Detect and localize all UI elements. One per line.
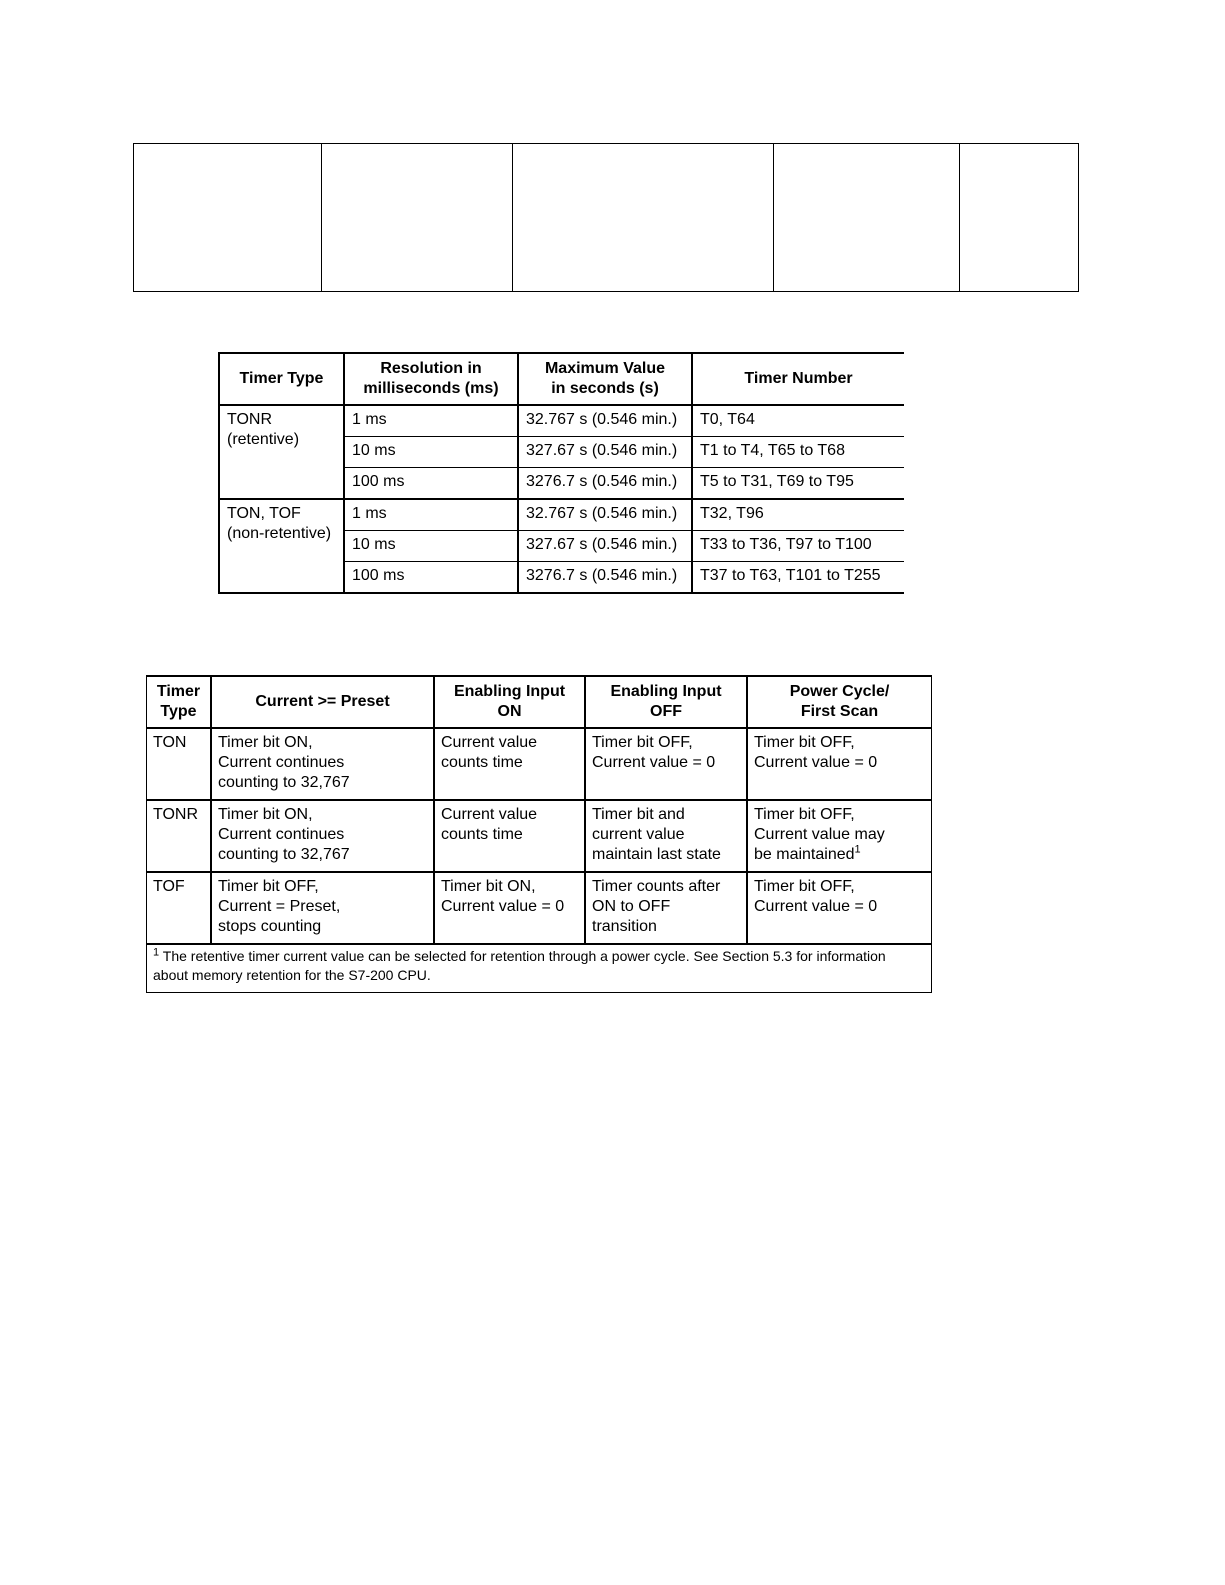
empty-cell (134, 144, 322, 292)
resolution-cell: 100 ms (344, 562, 518, 594)
resolution-cell: 10 ms (344, 437, 518, 468)
table-header-row (219, 353, 904, 405)
enabling-on-cell: Current value counts time (434, 800, 585, 872)
table-header-row (147, 676, 932, 728)
resolution-cell: 100 ms (344, 468, 518, 500)
header-current-preset: Current >= Preset (211, 676, 434, 728)
preset-cell: Timer bit ON, Current continues counting to 32,767 (211, 728, 434, 800)
empty-cell (322, 144, 513, 292)
timer-type-cell: TONR (retentive) (219, 405, 344, 499)
resolution-cell: 1 ms (344, 405, 518, 437)
timer-number-cell: T1 to T4, T65 to T68 (692, 437, 904, 468)
resolution-cell: 10 ms (344, 531, 518, 562)
table-row (219, 499, 904, 531)
timer-type-cell: TON, TOF (non-retentive) (219, 499, 344, 593)
max-value-cell: 327.67 s (0.546 min.) (518, 531, 692, 562)
power-cycle-cell: Timer bit OFF, Current value = 0 (747, 728, 932, 800)
max-value-cell: 327.67 s (0.546 min.) (518, 437, 692, 468)
max-value-cell: 32.767 s (0.546 min.) (518, 499, 692, 531)
timer-number-cell: T33 to T36, T97 to T100 (692, 531, 904, 562)
preset-cell: Timer bit ON, Current continues counting to 32,767 (211, 800, 434, 872)
timer-type-cell: TOF (147, 872, 212, 944)
table-row (147, 800, 932, 872)
table-row (219, 405, 904, 437)
timer-number-cell: T5 to T31, T69 to T95 (692, 468, 904, 500)
enabling-on-cell: Current value counts time (434, 728, 585, 800)
empty-cell (513, 144, 774, 292)
empty-cell (960, 144, 1079, 292)
max-value-cell: 3276.7 s (0.546 min.) (518, 468, 692, 500)
enabling-off-cell: Timer bit and current value maintain last state (585, 800, 747, 872)
empty-table (133, 143, 1079, 292)
header-enabling-on: Enabling Input ON (434, 676, 585, 728)
max-value-cell: 3276.7 s (0.546 min.) (518, 562, 692, 594)
timer-number-cell: T0, T64 (692, 405, 904, 437)
resolution-cell: 1 ms (344, 499, 518, 531)
power-cycle-cell: Timer bit OFF, Current value may be maintained$^1$ (747, 800, 932, 872)
footnote (147, 944, 932, 993)
footnote-text-line1: The retentive timer current value can be selected for retention through a power cycle. See Section 5.3 for information (162, 948, 886, 964)
enabling-on-cell: Timer bit ON, Current value = 0 (434, 872, 585, 944)
header-timer-number: Timer Number (692, 353, 904, 405)
footnote-marker: 1 (153, 946, 160, 959)
preset-cell: Timer bit OFF, Current = Preset, stops counting (211, 872, 434, 944)
table-row (147, 872, 932, 944)
header-power-cycle: Power Cycle/ First Scan (747, 676, 932, 728)
power-cycle-cell: Timer bit OFF, Current value = 0 (747, 872, 932, 944)
footnote-text-line2: about memory retention for the S7-200 CPU. (153, 967, 431, 983)
enabling-off-cell: Timer bit OFF, Current value = 0 (585, 728, 747, 800)
header-timer-type: Timer Type (219, 353, 344, 405)
empty-cell (774, 144, 960, 292)
timer-number-cell: T32, T96 (692, 499, 904, 531)
max-value-cell: 32.767 s (0.546 min.) (518, 405, 692, 437)
header-resolution: Resolution in milliseconds (ms) (344, 353, 518, 405)
header-enabling-off: Enabling Input OFF (585, 676, 747, 728)
table-row (147, 728, 932, 800)
timer-resolution-table (218, 352, 904, 594)
timer-type-cell: TON (147, 728, 212, 800)
footnote-row (147, 944, 932, 993)
footnote-marker: 1 (854, 843, 861, 856)
timer-type-cell: TONR (147, 800, 212, 872)
timer-number-cell: T37 to T63, T101 to T255 (692, 562, 904, 594)
timer-operation-table (146, 675, 932, 993)
header-timer-type: Timer Type (147, 676, 212, 728)
header-max-value: Maximum Value in seconds (s) (518, 353, 692, 405)
enabling-off-cell: Timer counts after ON to OFF transition (585, 872, 747, 944)
